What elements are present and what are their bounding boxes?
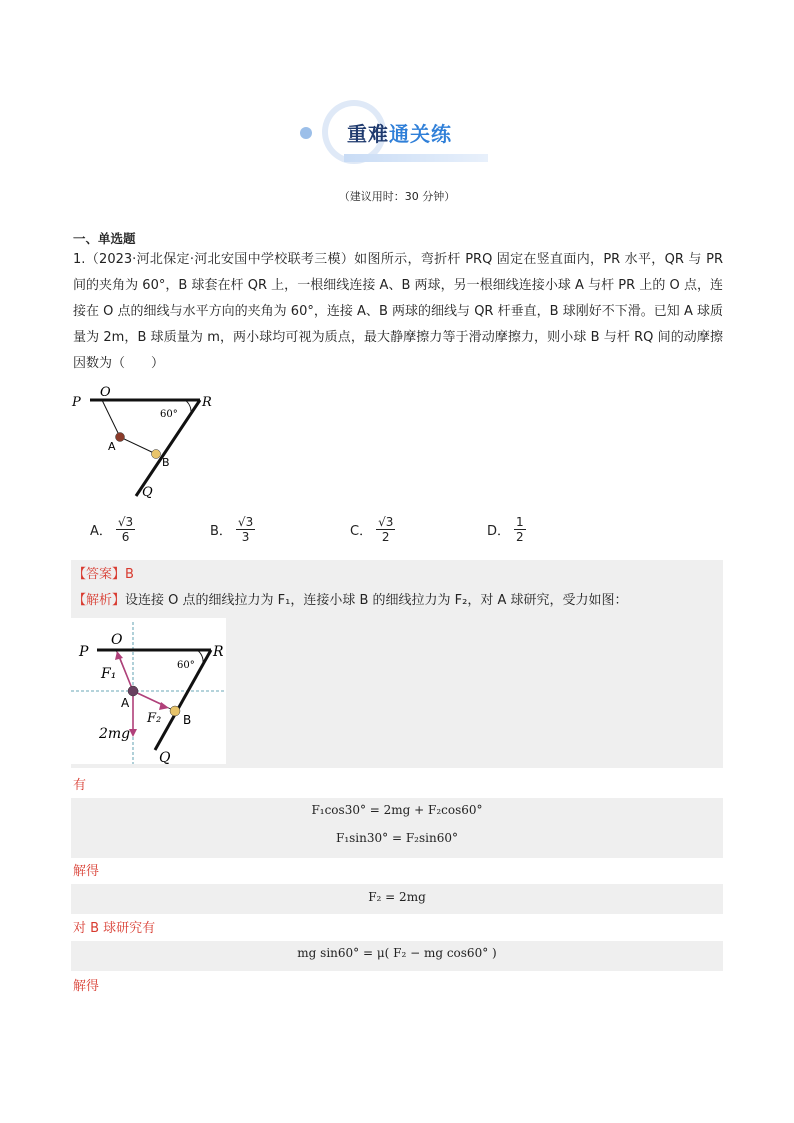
label-a: A <box>121 696 130 710</box>
label-o: O <box>100 385 111 400</box>
ball-a <box>128 686 138 696</box>
label-b: B <box>183 713 192 727</box>
string-ab <box>120 437 156 454</box>
time-note: （建议用时：30 分钟） <box>338 190 456 203</box>
option-b: B． $\frac{√3}{3}$ <box>210 515 254 544</box>
label-f2: F₂ <box>147 711 162 726</box>
answer-background <box>71 560 723 586</box>
answer-line: 【答案】B <box>73 567 134 582</box>
label-2mg: 2mg <box>99 726 131 742</box>
section-title: 一、单选题 <box>73 231 136 246</box>
ball-b <box>170 706 180 716</box>
label-angle: 60° <box>160 409 178 420</box>
ball-b <box>152 450 161 459</box>
figure-1-diagram <box>70 384 220 504</box>
equation-2: F₁sin30° = F₂sin60° <box>336 831 458 845</box>
string-oa <box>102 400 120 437</box>
option-a: A． $\frac{√3}{6}$ <box>90 515 134 544</box>
option-d: D． $\frac{1}{2}$ <box>487 515 524 544</box>
label-o: O <box>111 632 123 648</box>
label-p: P <box>72 395 81 410</box>
equation-4: mg sin60° = μ( F₂ − mg cos60° ) <box>297 946 497 960</box>
page-title: 重难通关练 <box>347 122 452 146</box>
step-jiede-2: 解得 <box>73 979 100 994</box>
label-a: A <box>108 440 116 453</box>
analysis-line: 【解析】设连接 O 点的细线拉力为 F₁，连接小球 B 的细线拉力为 F₂，对 A 球研究，受力如图： <box>73 593 628 608</box>
label-angle: 60° <box>177 660 195 671</box>
option-c: C． $\frac{√3}{2}$ <box>350 515 394 544</box>
label-r: R <box>202 395 212 410</box>
step-dui-b: 对 B 球研究有 <box>73 921 156 936</box>
equation-1: F₁cos30° = 2mg + F₂cos60° <box>311 803 483 817</box>
ball-a <box>116 433 125 442</box>
step-you: 有 <box>73 778 87 793</box>
label-b: B <box>162 456 170 469</box>
label-q: Q <box>142 485 153 500</box>
figure-2-force-diagram <box>71 618 226 764</box>
step-jiede-1: 解得 <box>73 864 100 879</box>
label-r: R <box>213 644 224 660</box>
equation-3: F₂ = 2mg <box>368 890 426 904</box>
label-f1: F₁ <box>101 666 117 682</box>
label-p: P <box>79 644 89 660</box>
question-stem: 1.（2023·河北保定·河北安国中学校联考三模）如图所示，弯折杆 PRQ 固定在竖直面内，PR 水平，QR 与 PR 间的夹角为 60°，B 球套在杆 QR 上，一根细线连接 A、B 两球，另一根细线连接小球 A 与杆 PR 上的 O 点，连接在 O 点的细线与水平方向的夹角为 60°，连接 A、B 两球的细线与 QR 杆垂直，B 球刚好不下滑。已知 A 球质量为 2m，B 球质量为 m，两小球均可视为质点，最大静摩擦力等于滑动摩擦力，则小球 B 与杆 RQ 间的动摩擦因数为（ ） <box>73 252 723 371</box>
label-q: Q <box>159 750 171 764</box>
